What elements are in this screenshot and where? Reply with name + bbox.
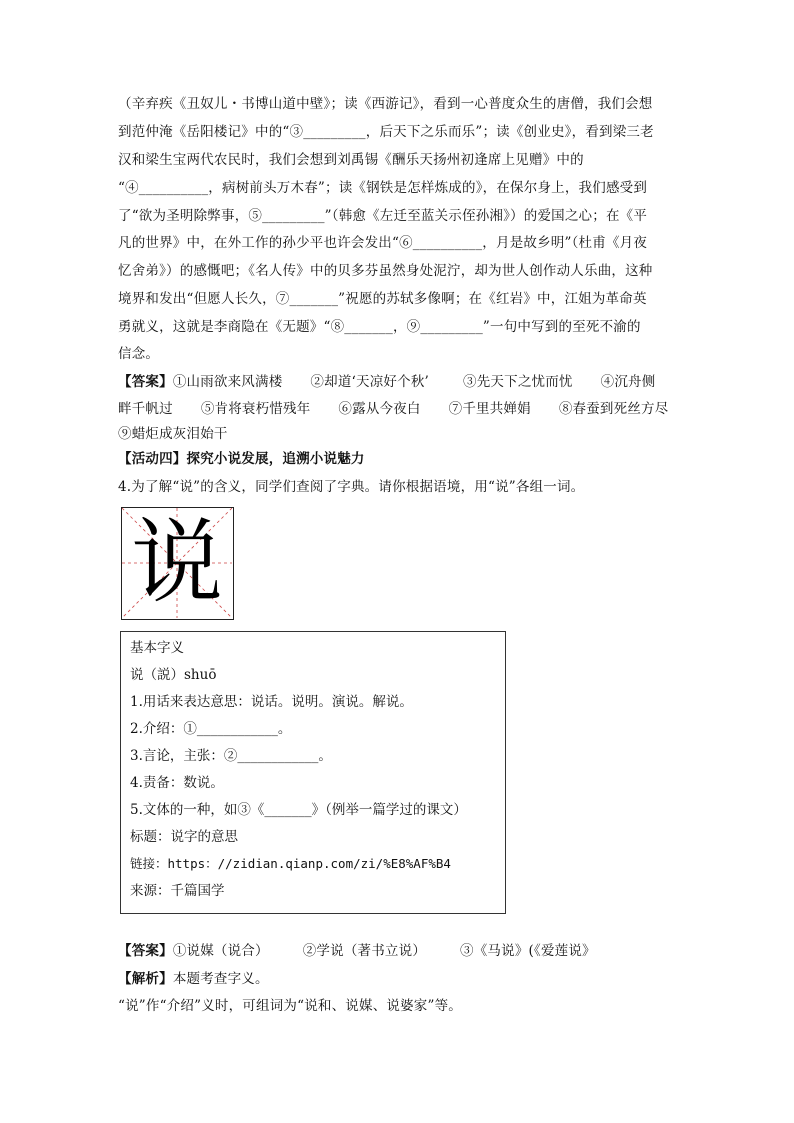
dict-line: 基本字义 xyxy=(130,640,184,656)
answer-item: ⑤肯将衰朽惜残年 xyxy=(200,401,311,417)
answer-line xyxy=(118,374,655,390)
passage-line: 信念。 xyxy=(118,346,160,362)
answer-item: ⑧春蚕到死丝方尽 xyxy=(558,401,669,417)
answer-label: 【答案】 xyxy=(118,943,173,959)
passage-line: 到范仲淹《岳阳楼记》中的“③_________，后天下之乐而乐”；读《创业史》，看到梁三老 xyxy=(118,124,654,140)
passage-line: （辛弃疾《丑奴儿・书博山道中壁》；读《西游记》，看到一心普度众生的唐僧，我们会想 xyxy=(118,96,653,112)
character-grid xyxy=(121,507,234,620)
passage-line: 汉和梁生宝两代农民时，我们会想到刘禹锡《酬乐天扬州初逢席上见赠》中的 xyxy=(118,152,584,168)
answer-item: 畔千帆过 xyxy=(118,401,173,417)
dictionary-box xyxy=(120,631,506,914)
passage-line: “④__________，病树前头万木春”；读《钢铁是怎样炼成的》，在保尔身上，我们感受到 xyxy=(118,180,648,196)
answer-item: ①山雨欲来风满楼 xyxy=(172,374,283,390)
dict-link: 链接：https：//zidian.qianp.com/zi/%E8%AF%B4 xyxy=(130,856,451,871)
passage-line: 境界和发出“但愿人长久，⑦_______”祝愿的苏轼多像啊；在《红岩》中，江姐为革命英 xyxy=(118,291,647,307)
dict-line: 2.介绍：①____________。 xyxy=(130,721,292,737)
answer-item: ③《马说》(《爱莲说》 xyxy=(460,943,596,959)
dict-line: 说（説）shuō xyxy=(130,667,217,683)
answer-item: ②却道‘天凉好个秋’ xyxy=(310,374,430,390)
dict-line: 5.文体的一种，如③《_______》（例举一篇学过的课文） xyxy=(130,802,467,818)
activity-title: 【活动四】探究小说发展，追溯小说魅力 xyxy=(118,451,365,467)
dict-line: 标题：说字的意思 xyxy=(130,829,238,845)
analysis-detail: “说”作“介绍”义时，可组词为“说和、说媒、说婆家”等。 xyxy=(118,998,463,1014)
answer-item: ⑥露从今夜白 xyxy=(338,401,421,417)
answer-item: ④沉舟侧 xyxy=(600,374,656,390)
answer-item: ①说媒（说合） xyxy=(172,943,269,959)
answer-line xyxy=(118,401,668,417)
dict-line: 1.用话来表达意思：说话。说明。演说。解说。 xyxy=(130,694,413,710)
answer-item: ⑦千里共婵娟 xyxy=(448,401,531,417)
dict-line: 3.言论，主张：②____________。 xyxy=(130,748,332,764)
answer-item: ③先天下之忧而忧 xyxy=(463,374,573,390)
answer-item: ②学说（著书立说） xyxy=(302,943,427,959)
analysis-label: 【解析】 xyxy=(118,971,173,987)
dict-line: 来源：千篇国学 xyxy=(130,883,225,899)
dict-line: 4.责备：数说。 xyxy=(130,775,224,791)
answer-line xyxy=(118,426,228,442)
passage-line: 忆舍弟》）的感慨吧；《名人传》中的贝多芬虽然身处泥泞，却为世人创作动人乐曲，这种 xyxy=(118,263,653,279)
answer-item: ⑨蜡炬成灰泪始干 xyxy=(118,426,228,442)
passage-line: 凡的世界》中，在外工作的孙少平也许会发出“⑥__________，月是故乡明”（杜甫《月夜 xyxy=(118,235,648,251)
question-text: 4.为了解“说”的含义，同学们查阅了字典。请你根据语境，用“说”各组一词。 xyxy=(118,479,585,495)
answer-line xyxy=(118,943,596,959)
analysis-line xyxy=(118,971,269,987)
passage-line: 勇就义，这就是李商隐在《无题》“⑧_______，⑨_________”一句中写到的至死不渝的 xyxy=(118,319,641,335)
passage-line: 了“欲为圣明除弊事，⑤_________”（韩愈《左迁至蓝关示侄孙湘》）的爱国之心；在《平 xyxy=(118,208,648,224)
analysis-text: 本题考查字义。 xyxy=(172,971,269,987)
answer-label: 【答案】 xyxy=(118,374,173,390)
character-glyph: 说 xyxy=(130,509,223,616)
